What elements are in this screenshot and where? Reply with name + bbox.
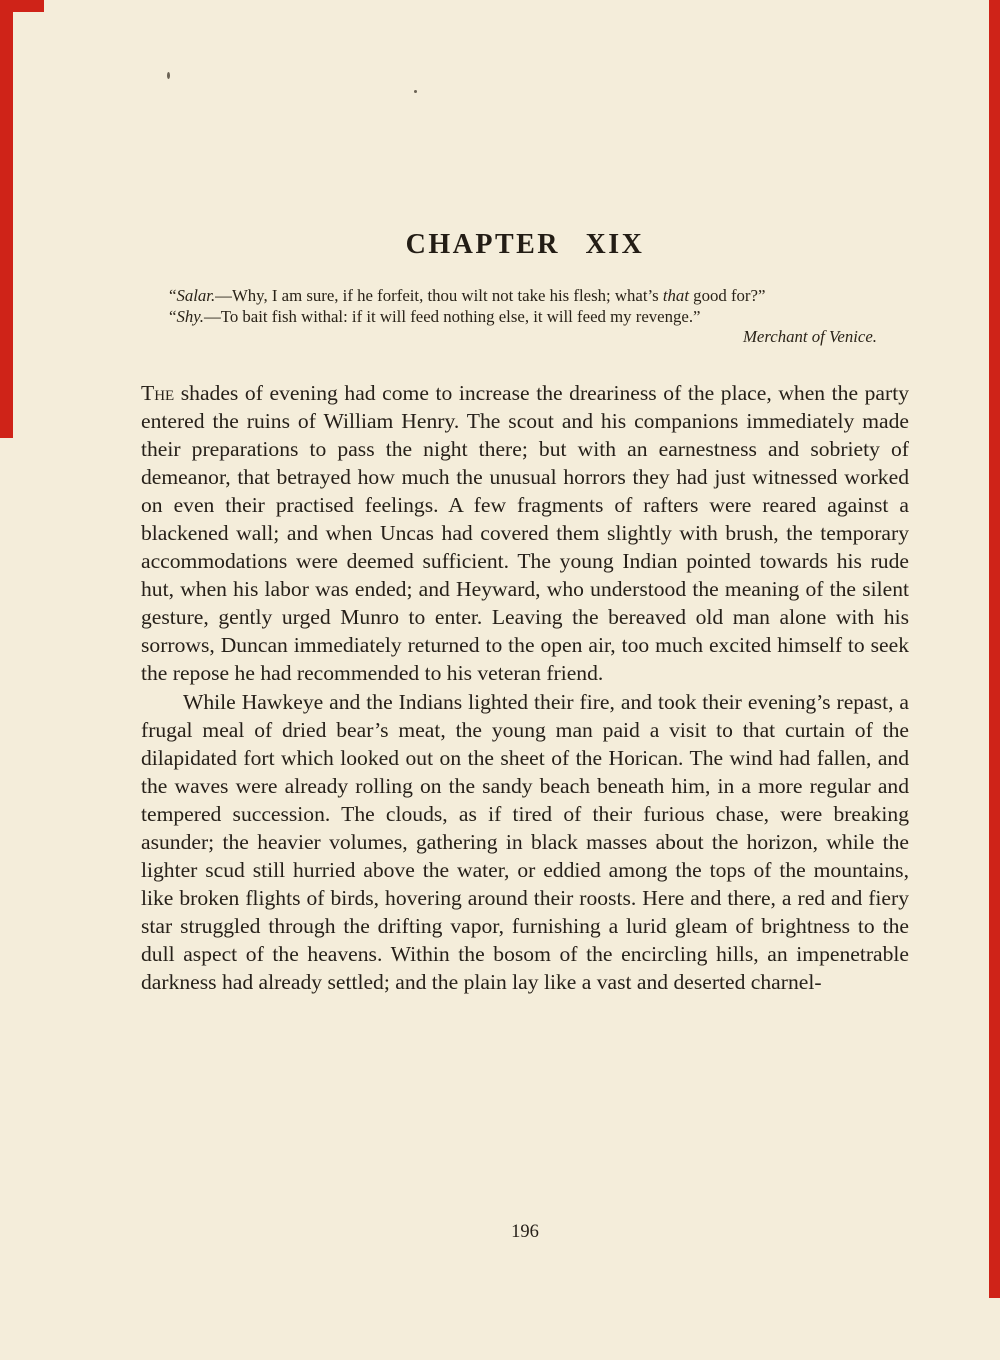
epigraph-quote-2-text: —To bait fish withal: if it will feed nothing else, it will feed my revenge.” <box>203 306 701 326</box>
epigraph-quote-1 <box>141 286 909 307</box>
chapter-title: CHAPTER XIX <box>405 229 645 260</box>
epigraph-attribution: Merchant of Venice. <box>742 327 877 346</box>
book-page <box>141 0 909 997</box>
scan-edge-top <box>0 0 44 12</box>
epigraph-speaker-shylock: Shy. <box>176 306 204 326</box>
epigraph-quote-2-open: “ <box>169 306 177 326</box>
body-paragraph-2: While Hawkeye and the Indians lighted their fire, and took their evening’s repast, a frugal meal of dried bear’s meat, the young man paid a visit to that curtain of the dilapidated fort which looked out on the sheet of the Horican. The wind had fallen, and the waves were already rolling on the sandy beach beneath him, in a more regular and tempered succession. The clouds, as if tired of their furious chase, were breaking asunder; the heavier volumes, gathering in black masses about the horizon, while the lighter scud still hurried above the water, or eddied among the tops of the mountains, like broken flights of birds, hovering around their roosts. Here and there, a red and fiery star struggled through the drifting vapor, furnishing a lurid gleam of brightness to the dull aspect of the heavens. Within the bosom of the encircling hills, an impenetrable darkness had already settled; and the plain lay like a vast and deserted charnel- <box>141 689 909 995</box>
body-paragraph-1-text: shades of evening had come to increase the dreariness of the place, when the party entered the ruins of William Henry. The scout and his companions immediately made their preparations to pass the night there; but with an earnestness and sobriety of demeanor, that betrayed how much the unusual horrors they had just witnessed worked on even their practised feelings. A few fragments of rafters were reared against a blackened wall; and when Uncas had covered them slightly with brush, the temporary accommodations were deemed sufficient. The young Indian pointed towards his rude hut, when his labor was ended; and Heyward, who understood the meaning of the silent gesture, gently urged Munro to enter. Leaving the bereaved old man alone with his sorrows, Duncan immediately returned to the open air, too much excited himself to seek the repose he had recommended to his veteran friend. <box>141 380 909 686</box>
epigraph-quote-1-text-b: good for?” <box>688 286 766 305</box>
epigraph-speaker-salarino: Salar. <box>176 286 216 305</box>
scan-edge-right <box>989 0 1000 1298</box>
epigraph-quote-2 <box>141 307 909 328</box>
epigraph <box>141 286 909 348</box>
epigraph-quote-1-emphasis: that <box>662 286 689 305</box>
body-text <box>141 379 909 997</box>
paragraph-lead-smallcaps: The <box>141 380 175 405</box>
page-number: 196 <box>511 1222 539 1242</box>
epigraph-quote-1-open: “ <box>169 286 177 305</box>
epigraph-quote-1-text-a: —Why, I am sure, if he forfeit, thou wilt not take his flesh; what’s <box>215 286 663 305</box>
scan-edge-left <box>0 0 13 438</box>
body-paragraph-1 <box>141 379 909 688</box>
